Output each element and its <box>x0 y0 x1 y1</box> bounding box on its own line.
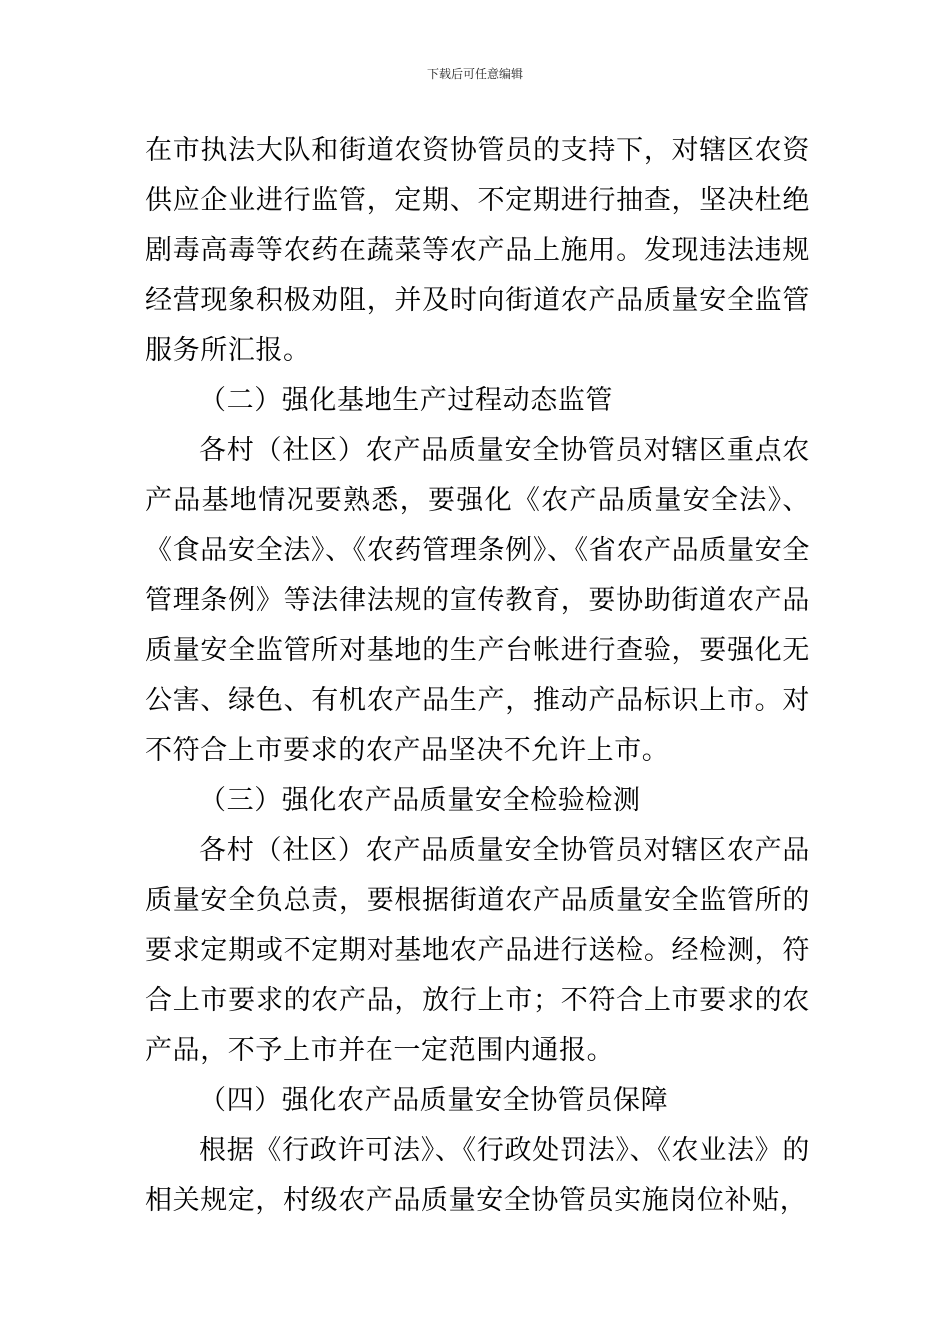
section-heading-2: （二）强化基地生产过程动态监管 <box>199 385 613 416</box>
section-heading-4: （四）强化农产品质量安全协管员保障 <box>199 1085 669 1116</box>
paragraph-inspection-testing: 各村（社区）农产品质量安全协管员对辖区农产品质量安全负总责，要根据街道农产品质量安全监管所的要求定期或不定期对基地农产品进行送检。经检测，符合上市要求的农产品，放行上市；不符合上市要求的农产品，不予上市并在一定范围内通报。 <box>145 835 810 1066</box>
paragraph-base-supervision: 各村（社区）农产品质量安全协管员对辖区重点农产品基地情况要熟悉，要强化《农产品质量安全法》、《食品安全法》、《农药管理条例》、《省农产品质量安全管理条例》等法律法规的宣传教育，要协助街道农产品质量安全监管所对基地的生产台帐进行查验，要强化无公害、绿色、有机农产品生产，推动产品标识上市。对不符合上市要求的农产品坚决不允许上市。 <box>145 435 810 766</box>
paragraph-coordinator-guarantee: 根据《行政许可法》、《行政处罚法》、《农业法》的相关规定，村级农产品质量安全协管员实施岗位补贴， <box>145 1135 810 1216</box>
paragraph-supervision-support: 在市执法大队和街道农资协管员的支持下，对辖区农资供应企业进行监管，定期、不定期进行抽查，坚决杜绝剧毒高毒等农药在蔬菜等农产品上施用。发现违法违规经营现象积极劝阻，并及时向街道农产品质量安全监管服务所汇报。 <box>145 135 810 366</box>
page-header: 下载后可任意编辑 <box>426 67 523 81</box>
document-body <box>145 126 810 1226</box>
section-heading-3: （三）强化农产品质量安全检验检测 <box>199 785 641 816</box>
